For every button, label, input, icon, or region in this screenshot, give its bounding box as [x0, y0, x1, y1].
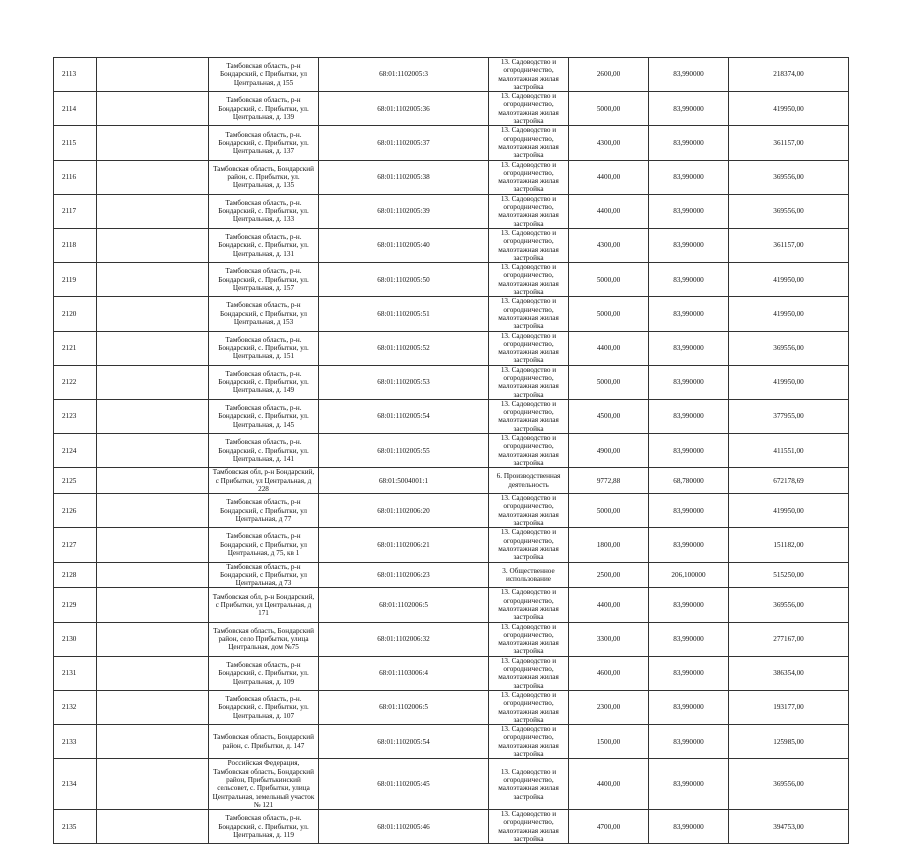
area-cell: 1800,00	[569, 528, 649, 562]
row-number: 2129	[54, 588, 97, 622]
address-cell: Тамбовская область, р-н Бондарский, с Прибытки, ул Центральная, д 153	[209, 297, 319, 331]
area-cell: 4300,00	[569, 228, 649, 262]
cadastral-number-cell: 68:01:1102005:53	[319, 365, 489, 399]
rate-cell: 83,990000	[649, 434, 729, 468]
area-cell: 4900,00	[569, 434, 649, 468]
area-cell: 4700,00	[569, 810, 649, 844]
land-use-cell: 6. Производственная деятельность	[489, 468, 569, 494]
table-row	[54, 656, 849, 690]
address-cell: Тамбовская область, р-н. Бондарский, с. Прибытки, ул. Центральная, д. 141	[209, 434, 319, 468]
row-number: 2114	[54, 92, 97, 126]
land-use-cell: 3. Общественное использование	[489, 562, 569, 588]
address-cell: Тамбовская область, р-н Бондарский, с. Прибытки, ул. Центральная, д. 139	[209, 92, 319, 126]
land-use-cell: 13. Садоводство и огородничество, малоэтажная жилая застройка	[489, 194, 569, 228]
table-row	[54, 194, 849, 228]
empty-cell	[97, 494, 209, 528]
cadastral-number-cell: 68:01:1102005:50	[319, 263, 489, 297]
empty-cell	[97, 810, 209, 844]
cadastral-number-cell: 68:01:1102005:51	[319, 297, 489, 331]
table-row	[54, 228, 849, 262]
rate-cell: 83,990000	[649, 160, 729, 194]
rate-cell: 83,990000	[649, 92, 729, 126]
address-cell: Тамбовская область, Бондарский район, с. Прибытки, ул. Центральная, д. 135	[209, 160, 319, 194]
address-cell: Тамбовская область, р-н. Бондарский, с. Прибытки, ул. Центральная, д. 133	[209, 194, 319, 228]
area-cell: 4600,00	[569, 656, 649, 690]
cadastral-value-cell: 369556,00	[729, 588, 849, 622]
rate-cell: 83,990000	[649, 194, 729, 228]
rate-cell: 83,990000	[649, 399, 729, 433]
cadastral-value-cell: 125985,00	[729, 725, 849, 759]
cadastral-number-cell: 68:01:1102006:23	[319, 562, 489, 588]
table-row	[54, 58, 849, 92]
cadastral-number-cell: 68:01:1102006:32	[319, 622, 489, 656]
area-cell: 4500,00	[569, 399, 649, 433]
row-number: 2117	[54, 194, 97, 228]
empty-cell	[97, 92, 209, 126]
empty-cell	[97, 562, 209, 588]
empty-cell	[97, 725, 209, 759]
area-cell: 4400,00	[569, 588, 649, 622]
address-cell: Тамбовская область, р-н Бондарский, с Прибытки, ул Центральная, д 77	[209, 494, 319, 528]
area-cell: 4400,00	[569, 759, 649, 810]
land-use-cell: 13. Садоводство и огородничество, малоэтажная жилая застройка	[489, 494, 569, 528]
table-row	[54, 468, 849, 494]
area-cell: 2500,00	[569, 562, 649, 588]
empty-cell	[97, 656, 209, 690]
address-cell: Тамбовская область, р-н. Бондарский, с. Прибытки, ул. Центральная, д. 107	[209, 690, 319, 724]
rate-cell: 83,990000	[649, 759, 729, 810]
row-number: 2121	[54, 331, 97, 365]
empty-cell	[97, 528, 209, 562]
cadastral-number-cell: 68:01:1102006:20	[319, 494, 489, 528]
row-number: 2134	[54, 759, 97, 810]
address-cell: Тамбовская область, р-н. Бондарский, с. Прибытки, ул. Центральная, д. 131	[209, 228, 319, 262]
cadastral-number-cell: 68:01:1102005:37	[319, 126, 489, 160]
row-number: 2119	[54, 263, 97, 297]
area-cell: 3300,00	[569, 622, 649, 656]
row-number: 2132	[54, 690, 97, 724]
rate-cell: 83,990000	[649, 725, 729, 759]
empty-cell	[97, 58, 209, 92]
cadastral-number-cell: 68:01:1102006:5	[319, 588, 489, 622]
area-cell: 5000,00	[569, 263, 649, 297]
row-number: 2126	[54, 494, 97, 528]
row-number: 2116	[54, 160, 97, 194]
rate-cell: 83,990000	[649, 656, 729, 690]
cadastral-value-cell: 386354,00	[729, 656, 849, 690]
land-use-cell: 13. Садоводство и огородничество, малоэтажная жилая застройка	[489, 297, 569, 331]
row-number: 2131	[54, 656, 97, 690]
cadastral-value-cell: 218374,00	[729, 58, 849, 92]
rate-cell: 83,990000	[649, 297, 729, 331]
table-row	[54, 588, 849, 622]
empty-cell	[97, 297, 209, 331]
cadastral-number-cell: 68:01:1102006:5	[319, 690, 489, 724]
area-cell: 4300,00	[569, 126, 649, 160]
row-number: 2125	[54, 468, 97, 494]
address-cell: Тамбовская обл, р-н Бондарский, с Прибытки, ул Центральная, д 171	[209, 588, 319, 622]
cadastral-number-cell: 68:01:1102005:52	[319, 331, 489, 365]
cadastral-value-cell: 377955,00	[729, 399, 849, 433]
cadastral-number-cell: 68:01:1102005:55	[319, 434, 489, 468]
empty-cell	[97, 468, 209, 494]
address-cell: Тамбовская область, р-н. Бондарский, с. Прибытки, ул. Центральная, д. 119	[209, 810, 319, 844]
table-row	[54, 434, 849, 468]
cadastral-value-cell: 411551,00	[729, 434, 849, 468]
cadastral-value-cell: 277167,00	[729, 622, 849, 656]
empty-cell	[97, 434, 209, 468]
land-use-cell: 13. Садоводство и огородничество, малоэтажная жилая застройка	[489, 365, 569, 399]
rate-cell: 83,990000	[649, 58, 729, 92]
table-row	[54, 92, 849, 126]
cadastral-value-cell: 193177,00	[729, 690, 849, 724]
rate-cell: 206,100000	[649, 562, 729, 588]
land-use-cell: 13. Садоводство и огородничество, малоэтажная жилая застройка	[489, 160, 569, 194]
land-use-cell: 13. Садоводство и огородничество, малоэтажная жилая застройка	[489, 725, 569, 759]
rate-cell: 83,990000	[649, 126, 729, 160]
land-use-cell: 13. Садоводство и огородничество, малоэтажная жилая застройка	[489, 622, 569, 656]
area-cell: 5000,00	[569, 494, 649, 528]
empty-cell	[97, 263, 209, 297]
row-number: 2127	[54, 528, 97, 562]
empty-cell	[97, 126, 209, 160]
empty-cell	[97, 160, 209, 194]
land-use-cell: 13. Садоводство и огородничество, малоэтажная жилая застройка	[489, 331, 569, 365]
rate-cell: 83,990000	[649, 528, 729, 562]
row-number: 2118	[54, 228, 97, 262]
row-number: 2120	[54, 297, 97, 331]
empty-cell	[97, 759, 209, 810]
empty-cell	[97, 228, 209, 262]
address-cell: Тамбовская область, р-н. Бондарский, с. Прибытки, ул. Центральная, д. 145	[209, 399, 319, 433]
address-cell: Тамбовская область, р-н Бондарский, с Прибытки, ул Центральная, д 155	[209, 58, 319, 92]
table-row	[54, 331, 849, 365]
cadastral-number-cell: 68:01:5004001:1	[319, 468, 489, 494]
table-row	[54, 690, 849, 724]
cadastral-value-cell: 369556,00	[729, 759, 849, 810]
cadastral-number-cell: 68:01:1103006:4	[319, 656, 489, 690]
data-table	[53, 57, 849, 844]
rate-cell: 83,990000	[649, 622, 729, 656]
cadastral-value-cell: 369556,00	[729, 160, 849, 194]
address-cell: Тамбовская область, р-н Бондарский, с Прибытки, ул Центральная, д 73	[209, 562, 319, 588]
area-cell: 2600,00	[569, 58, 649, 92]
cadastral-value-cell: 515250,00	[729, 562, 849, 588]
rate-cell: 83,990000	[649, 365, 729, 399]
address-cell: Тамбовская область, Бондарский район, с. Прибытки, д. 147	[209, 725, 319, 759]
land-use-cell: 13. Садоводство и огородничество, малоэтажная жилая застройка	[489, 399, 569, 433]
address-cell: Тамбовская область, р-н. Бондарский, с. Прибытки, ул. Центральная, д. 149	[209, 365, 319, 399]
address-cell: Российская Федерация, Тамбовская область, Бондарский район, Прибытькинский сельсовет, с. Прибытки, улица Центральная, земельный участок № 121	[209, 759, 319, 810]
table-row	[54, 725, 849, 759]
cadastral-number-cell: 68:01:1102005:38	[319, 160, 489, 194]
area-cell: 1500,00	[569, 725, 649, 759]
area-cell: 5000,00	[569, 365, 649, 399]
rate-cell: 83,990000	[649, 810, 729, 844]
table-row	[54, 365, 849, 399]
cadastral-number-cell: 68:01:1102005:54	[319, 399, 489, 433]
land-use-cell: 13. Садоводство и огородничество, малоэтажная жилая застройка	[489, 434, 569, 468]
land-use-cell: 13. Садоводство и огородничество, малоэтажная жилая застройка	[489, 759, 569, 810]
land-use-cell: 13. Садоводство и огородничество, малоэтажная жилая застройка	[489, 263, 569, 297]
land-use-cell: 13. Садоводство и огородничество, малоэтажная жилая застройка	[489, 656, 569, 690]
table-row	[54, 263, 849, 297]
cadastral-value-cell: 151182,00	[729, 528, 849, 562]
row-number: 2135	[54, 810, 97, 844]
table-row	[54, 810, 849, 844]
cadastral-number-cell: 68:01:1102005:40	[319, 228, 489, 262]
area-cell: 4400,00	[569, 160, 649, 194]
empty-cell	[97, 365, 209, 399]
area-cell: 5000,00	[569, 92, 649, 126]
cadastral-value-cell: 369556,00	[729, 194, 849, 228]
rate-cell: 83,990000	[649, 588, 729, 622]
cadastral-number-cell: 68:01:1102006:21	[319, 528, 489, 562]
row-number: 2128	[54, 562, 97, 588]
land-use-cell: 13. Садоводство и огородничество, малоэтажная жилая застройка	[489, 528, 569, 562]
land-use-cell: 13. Садоводство и огородничество, малоэтажная жилая застройка	[489, 228, 569, 262]
cadastral-value-cell: 361157,00	[729, 228, 849, 262]
area-cell: 4400,00	[569, 331, 649, 365]
cadastral-number-cell: 68:01:1102005:46	[319, 810, 489, 844]
address-cell: Тамбовская обл, р-н Бондарский, с Прибытки, ул Центральная, д 228	[209, 468, 319, 494]
rate-cell: 83,990000	[649, 228, 729, 262]
area-cell: 5000,00	[569, 297, 649, 331]
table-row	[54, 297, 849, 331]
rate-cell: 83,990000	[649, 331, 729, 365]
area-cell: 4400,00	[569, 194, 649, 228]
area-cell: 9772,88	[569, 468, 649, 494]
table-row	[54, 528, 849, 562]
row-number: 2115	[54, 126, 97, 160]
area-cell: 2300,00	[569, 690, 649, 724]
row-number: 2113	[54, 58, 97, 92]
land-use-cell: 13. Садоводство и огородничество, малоэтажная жилая застройка	[489, 588, 569, 622]
empty-cell	[97, 194, 209, 228]
address-cell: Тамбовская область, Бондарский район, село Прибытки, улица Центральная, дом №75	[209, 622, 319, 656]
cadastral-value-cell: 419950,00	[729, 365, 849, 399]
land-use-cell: 13. Садоводство и огородничество, малоэтажная жилая застройка	[489, 126, 569, 160]
empty-cell	[97, 331, 209, 365]
land-use-cell: 13. Садоводство и огородничество, малоэтажная жилая застройка	[489, 92, 569, 126]
table-row	[54, 126, 849, 160]
address-cell: Тамбовская область, р-н. Бондарский, с. Прибытки, ул. Центральная, д. 157	[209, 263, 319, 297]
rate-cell: 83,990000	[649, 263, 729, 297]
table-row	[54, 399, 849, 433]
cadastral-number-cell: 68:01:1102005:39	[319, 194, 489, 228]
cadastral-number-cell: 68:01:1102005:36	[319, 92, 489, 126]
cadastral-value-cell: 419950,00	[729, 263, 849, 297]
row-number: 2122	[54, 365, 97, 399]
cadastral-value-cell: 369556,00	[729, 331, 849, 365]
cadastral-value-cell: 361157,00	[729, 126, 849, 160]
empty-cell	[97, 622, 209, 656]
cadastral-number-cell: 68:01:1102005:45	[319, 759, 489, 810]
cadastral-number-cell: 68:01:1102005:54	[319, 725, 489, 759]
rate-cell: 68,780000	[649, 468, 729, 494]
address-cell: Тамбовская область, р-н. Бондарский, с. Прибытки, ул. Центральная, д. 151	[209, 331, 319, 365]
cadastral-value-cell: 419950,00	[729, 297, 849, 331]
row-number: 2123	[54, 399, 97, 433]
cadastral-number-cell: 68:01:1102005:3	[319, 58, 489, 92]
cadastral-value-cell: 419950,00	[729, 92, 849, 126]
land-use-cell: 13. Садоводство и огородничество, малоэтажная жилая застройка	[489, 690, 569, 724]
land-use-cell: 13. Садоводство и огородничество, малоэтажная жилая застройка	[489, 810, 569, 844]
row-number: 2124	[54, 434, 97, 468]
empty-cell	[97, 399, 209, 433]
empty-cell	[97, 690, 209, 724]
land-cadastral-table	[53, 57, 848, 844]
address-cell: Тамбовская область, р-н Бондарский, с Прибытки, ул Центральная, д 75, кв 1	[209, 528, 319, 562]
row-number: 2133	[54, 725, 97, 759]
table-row	[54, 759, 849, 810]
land-use-cell: 13. Садоводство и огородничество, малоэтажная жилая застройка	[489, 58, 569, 92]
cadastral-value-cell: 394753,00	[729, 810, 849, 844]
table-row	[54, 160, 849, 194]
cadastral-value-cell: 672178,69	[729, 468, 849, 494]
row-number: 2130	[54, 622, 97, 656]
rate-cell: 83,990000	[649, 690, 729, 724]
table-row	[54, 562, 849, 588]
address-cell: Тамбовская область, р-н. Бондарский, с. Прибытки, ул. Центральная, д. 137	[209, 126, 319, 160]
table-row	[54, 622, 849, 656]
cadastral-value-cell: 419950,00	[729, 494, 849, 528]
empty-cell	[97, 588, 209, 622]
table-row	[54, 494, 849, 528]
rate-cell: 83,990000	[649, 494, 729, 528]
address-cell: Тамбовская область, р-н Бондарский, с. Прибытки, ул. Центральная, д. 109	[209, 656, 319, 690]
